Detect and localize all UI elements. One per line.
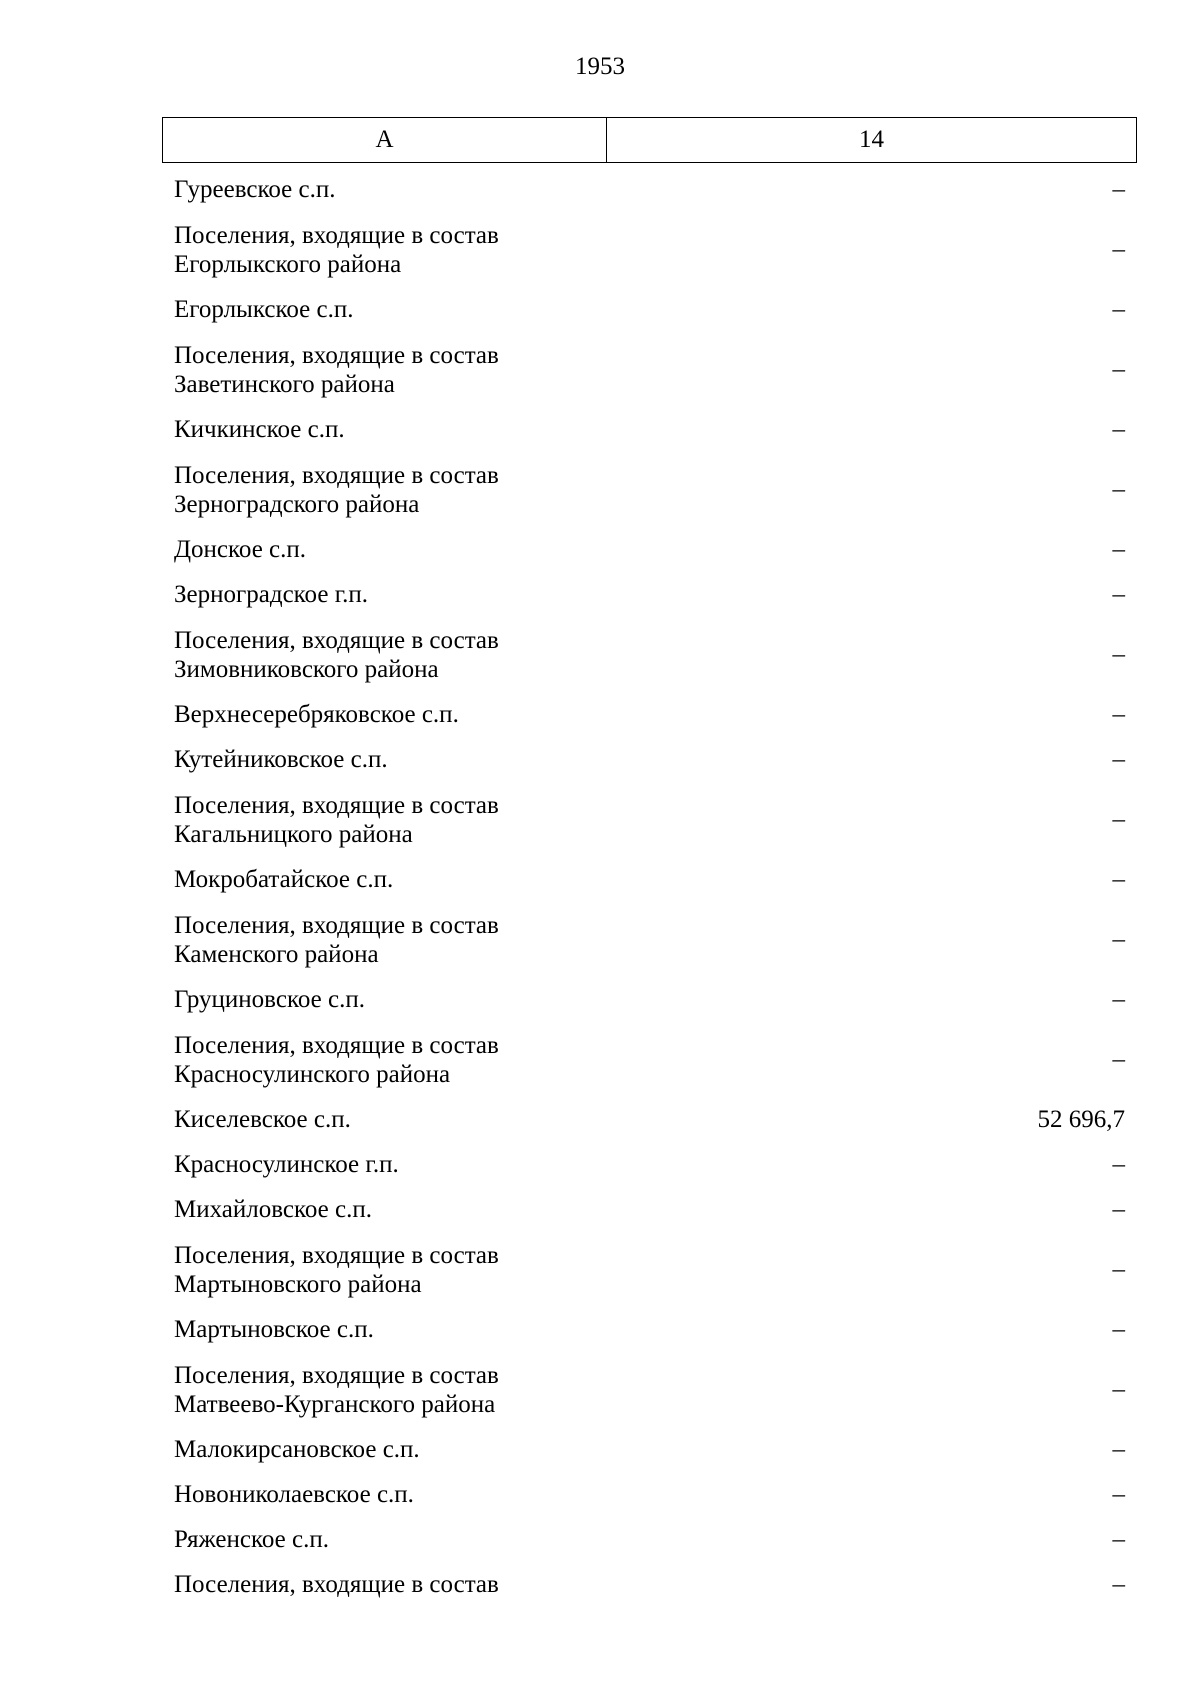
row-value: – bbox=[1112, 986, 1125, 1013]
table-row bbox=[162, 1562, 1137, 1607]
table-row bbox=[162, 1427, 1137, 1472]
row-value: – bbox=[1112, 356, 1125, 383]
table-row bbox=[162, 212, 1137, 287]
row-value: – bbox=[1112, 1481, 1125, 1508]
row-name: Поселения, входящие в состав Зерноградского района bbox=[174, 461, 499, 518]
table-row bbox=[162, 452, 1137, 527]
table-row bbox=[162, 857, 1137, 902]
table-row bbox=[162, 1022, 1137, 1097]
row-value: – bbox=[1112, 1571, 1125, 1598]
row-name: Новониколаевское с.п. bbox=[174, 1481, 414, 1508]
table-row bbox=[162, 332, 1137, 407]
row-value: – bbox=[1112, 701, 1125, 728]
row-name: Кичкинское с.п. bbox=[174, 416, 345, 443]
row-value: – bbox=[1112, 581, 1125, 608]
row-name: Поселения, входящие в состав Егорлыкского района bbox=[174, 221, 499, 278]
table-header bbox=[162, 117, 1137, 163]
column-header-a: А bbox=[163, 118, 607, 162]
row-name: Гуреевское с.п. bbox=[174, 176, 336, 203]
table-row bbox=[162, 782, 1137, 857]
table-row bbox=[162, 1232, 1137, 1307]
table-row bbox=[162, 407, 1137, 452]
row-value: 52 696,7 bbox=[1037, 1106, 1125, 1133]
row-name: Поселения, входящие в состав Кагальницкого района bbox=[174, 791, 499, 848]
table-body bbox=[162, 167, 1137, 1607]
table-row bbox=[162, 737, 1137, 782]
table-row bbox=[162, 902, 1137, 977]
row-name: Поселения, входящие в состав Красносулинского района bbox=[174, 1031, 499, 1088]
table-row bbox=[162, 1517, 1137, 1562]
table-row bbox=[162, 1352, 1137, 1427]
row-value: – bbox=[1112, 1196, 1125, 1223]
row-name: Поселения, входящие в состав Заветинского района bbox=[174, 341, 499, 398]
table-row bbox=[162, 527, 1137, 572]
row-name: Малокирсановское с.п. bbox=[174, 1436, 420, 1463]
table-row bbox=[162, 1142, 1137, 1187]
row-name: Груциновское с.п. bbox=[174, 986, 365, 1013]
page-number: 1953 bbox=[575, 53, 625, 80]
table-row bbox=[162, 692, 1137, 737]
row-value: – bbox=[1112, 236, 1125, 263]
table-row bbox=[162, 1472, 1137, 1517]
row-value: – bbox=[1112, 416, 1125, 443]
table-row bbox=[162, 617, 1137, 692]
row-value: – bbox=[1112, 866, 1125, 893]
row-name: Ряженское с.п. bbox=[174, 1526, 329, 1553]
row-name: Поселения, входящие в состав Каменского района bbox=[174, 911, 499, 968]
column-header-14: 14 bbox=[859, 126, 884, 153]
row-value: – bbox=[1112, 1376, 1125, 1403]
table-row bbox=[162, 287, 1137, 332]
row-name: Михайловское с.п. bbox=[174, 1196, 372, 1223]
table-row bbox=[162, 977, 1137, 1022]
table-row bbox=[162, 572, 1137, 617]
row-value: – bbox=[1112, 926, 1125, 953]
row-name: Верхнесеребряковское с.п. bbox=[174, 701, 459, 728]
row-value: – bbox=[1112, 1256, 1125, 1283]
row-value: – bbox=[1112, 806, 1125, 833]
row-value: – bbox=[1112, 1436, 1125, 1463]
row-value: – bbox=[1112, 1316, 1125, 1343]
row-value: – bbox=[1112, 641, 1125, 668]
row-name: Зерноградское г.п. bbox=[174, 581, 369, 608]
row-name: Поселения, входящие в состав Матвеево-Курганского района bbox=[174, 1361, 499, 1418]
table-row bbox=[162, 1097, 1137, 1142]
row-value: – bbox=[1112, 476, 1125, 503]
row-name: Красносулинское г.п. bbox=[174, 1151, 399, 1178]
row-value: – bbox=[1112, 536, 1125, 563]
table-row bbox=[162, 1307, 1137, 1352]
row-value: – bbox=[1112, 1526, 1125, 1553]
row-name: Донское с.п. bbox=[174, 536, 307, 563]
row-name: Поселения, входящие в состав Зимовниковского района bbox=[174, 626, 499, 683]
row-value: – bbox=[1112, 1046, 1125, 1073]
table-row bbox=[162, 1187, 1137, 1232]
row-name: Поселения, входящие в состав bbox=[174, 1571, 499, 1598]
row-name: Мартыновское с.п. bbox=[174, 1316, 374, 1343]
row-value: – bbox=[1112, 746, 1125, 773]
row-name: Киселевское с.п. bbox=[174, 1106, 351, 1133]
row-name: Мокробатайское с.п. bbox=[174, 866, 394, 893]
row-name: Поселения, входящие в состав Мартыновского района bbox=[174, 1241, 499, 1298]
row-value: – bbox=[1112, 1151, 1125, 1178]
row-name: Кутейниковское с.п. bbox=[174, 746, 388, 773]
row-name: Егорлыкское с.п. bbox=[174, 296, 354, 323]
row-value: – bbox=[1112, 176, 1125, 203]
table-row bbox=[162, 167, 1137, 212]
row-value: – bbox=[1112, 296, 1125, 323]
